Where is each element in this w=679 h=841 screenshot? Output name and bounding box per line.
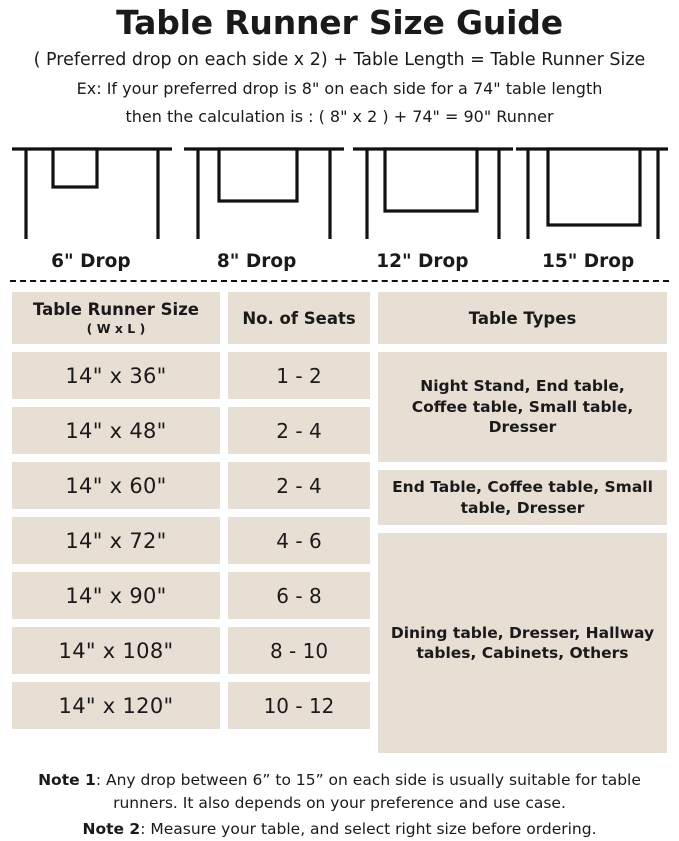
table-row: 6 - 8 (228, 572, 370, 619)
page-title: Table Runner Size Guide (116, 3, 563, 42)
note-1 (14, 769, 665, 816)
drop-label-row (8, 251, 671, 280)
note-1-label: Note 1 (38, 771, 96, 790)
header-runner-size-sub: ( W x L ) (86, 321, 146, 337)
example-line-1: Ex: If your preferred drop is 8" on each side for a 74" table length (76, 78, 603, 98)
table-types-group-3: Dining table, Dresser, Hallway tables, Cabinets, Others (378, 533, 667, 753)
note-2 (14, 818, 665, 841)
table-row: 1 - 2 (228, 352, 370, 399)
note-2-text: : Measure your table, and select right size before ordering. (140, 819, 597, 838)
column-runner-size (12, 292, 220, 761)
table-row: 14" x 108" (12, 627, 220, 674)
formula-line: ( Preferred drop on each side x 2) + Table Length = Table Runner Size (33, 49, 646, 70)
table-types-group-2: End Table, Coffee table, Small table, Dresser (378, 470, 667, 525)
header-runner-size-label: Table Runner Size (32, 300, 199, 320)
example-line-2: then the calculation is : ( 8" x 2 ) + 74" = 90" Runner (125, 107, 554, 127)
drop-illustration (8, 139, 671, 249)
table-row: 14" x 60" (12, 462, 220, 509)
header-table-types: Table Types (378, 292, 667, 344)
table-row: 10 - 12 (228, 682, 370, 729)
table-row: 14" x 120" (12, 682, 220, 729)
column-table-types (378, 292, 667, 761)
drop-label-8: 8" Drop (216, 251, 297, 273)
infographic-page (0, 3, 679, 838)
table-row: 2 - 4 (228, 462, 370, 509)
notes-section (8, 761, 671, 841)
size-table (8, 292, 671, 761)
header-runner-size (12, 292, 220, 344)
column-seats (228, 292, 370, 761)
table-row: 8 - 10 (228, 627, 370, 674)
table-row: 2 - 4 (228, 407, 370, 454)
drop-label-12: 12" Drop (376, 251, 469, 273)
table-row: 14" x 48" (12, 407, 220, 454)
note-1-text: : Any drop between 6” to 15” on each side is usually suitable for table runners. It also depends on your preference and use case. (95, 771, 641, 813)
dashed-divider (10, 280, 669, 282)
table-row: 14" x 36" (12, 352, 220, 399)
table-types-group-1: Night Stand, End table, Coffee table, Small table, Dresser (378, 352, 667, 462)
drop-label-15: 15" Drop (541, 251, 635, 273)
table-row: 14" x 90" (12, 572, 220, 619)
table-row: 14" x 72" (12, 517, 220, 564)
note-2-label: Note 2 (82, 819, 141, 838)
drop-label-6: 6" Drop (51, 251, 131, 273)
table-row: 4 - 6 (228, 517, 370, 564)
header-seats: No. of Seats (228, 292, 370, 344)
